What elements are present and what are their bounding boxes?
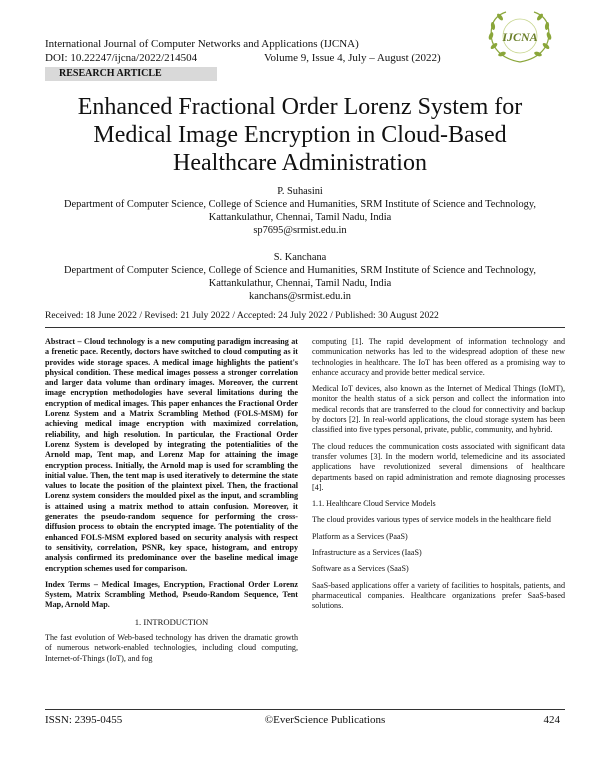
journal-name: International Journal of Computer Networks and Applications (IJCNA) xyxy=(45,38,359,50)
author-block xyxy=(20,185,580,237)
author-affiliation: Kattankulathur, Chennai, Tamil Nadu, India xyxy=(208,278,392,289)
service-model-item: Platform as a Services (PaaS) xyxy=(312,531,408,541)
body-paragraph: The cloud reduces the communication costs associated with significant data transfer volumes [3]. In the modern world, telemedicine and its associated applications have revolutionized several dimensions of healthcare departments based on rapid administration and remote diagnosing processes [4]. xyxy=(312,441,565,492)
journal-logo xyxy=(480,6,560,68)
left-column xyxy=(45,337,298,670)
article-type-badge: RESEARCH ARTICLE xyxy=(45,67,217,81)
author-affiliation: Department of Computer Science, College of Science and Humanities, SRM Institute of Science and Technology, xyxy=(64,199,536,210)
intro-paragraph: The fast evolution of Web-based technology has driven the dramatic growth of numerous network-enabled technologies, including cloud computing, Internet-of-Things (IoT), and fog xyxy=(45,633,298,663)
header-divider xyxy=(45,327,565,328)
footer-divider xyxy=(45,709,565,710)
author-name: S. Kanchana xyxy=(273,252,327,263)
author-block xyxy=(20,251,580,303)
author-email: sp7695@srmist.edu.in xyxy=(253,225,347,236)
logo-text: IJCNA xyxy=(502,30,538,44)
title-line: Enhanced Fractional Order Lorenz System for xyxy=(77,94,523,120)
body-paragraph: The cloud provides various types of service models in the healthcare field xyxy=(312,515,551,525)
body-paragraph: Medical IoT devices, also known as the Internet of Medical Things (IoMT), monitor the health status of a sick person and collect the information into medical records that are transferred to the cloud for connectivity and backup by doctors [2]. In real-world applications, the cloud storage system has been classified into five types personal, private, public, community, and hybrid. xyxy=(312,384,565,435)
author-name: P. Suhasini xyxy=(277,186,323,197)
service-model-item: Software as a Services (SaaS) xyxy=(312,564,409,574)
issn: ISSN: 2395-0455 xyxy=(45,714,123,726)
right-column xyxy=(312,337,565,618)
author-affiliation: Kattankulathur, Chennai, Tamil Nadu, India xyxy=(208,212,392,223)
title-line: Medical Image Encryption in Cloud-Based xyxy=(93,122,507,148)
title-line: Healthcare Administration xyxy=(173,150,427,176)
abstract: Abstract – Cloud technology is a new computing paradigm increasing at a frenetic pace. Recently, doctors have switched to cloud computing as it provides wide storage spaces. A medical image highlights the patient's physical condition. These medical images possess a stronger correlation and larger data volume than ordinary images. Moreover, the current image encryption methodologies have several limitations during the encryption of medical images. This paper enhances the Fractional Order Lorenz System and a Matrix Scrambling Method (FOLS-MSM) for achieving medical image encryption with maximized correlation, reliability, and high resolution. In particular, the Fractional Order Lorenz System is developed by integrating the potentialities of the Arnold map, Tent map, and Lorenz Map for attaining the image encryption process. Initially, the Arnold map is used for scrambling the initial value. Then, the tent map is used iteratively to determine the state values to locate the position of the plaintext pixel. Then, the fractional Lorenz system considers the moulded pixel as the input, and scrambling is attained using a matrix method to attain confusion. Moreover, it generates the pseudo-random sequence for performing the cross-diffusion process to obtain the encrypted image. The potentiality of the enhanced FOLS-MSM explored based on security analysis with respect to sensitivity, correlation, PSNR, key space, histogram, and entropy analysis confirmed its predominance over the baseline medical image encryption schemes used for comparison. xyxy=(45,337,298,573)
body-paragraph: computing [1]. The rapid development of information technology and communication networks has led to the widespread adoption of these new technologies in healthcare. The IoT has been offered as a promising way to enhance accuracy and provide better medical service. xyxy=(312,337,565,377)
section-heading-introduction: 1. INTRODUCTION xyxy=(134,616,209,627)
publication-dates: Received: 18 June 2022 / Revised: 21 July 2022 / Accepted: 24 July 2022 / Published: 30 August 2022 xyxy=(45,310,439,321)
author-affiliation: Department of Computer Science, College of Science and Humanities, SRM Institute of Science and Technology, xyxy=(64,265,536,276)
body-paragraph: SaaS-based applications offer a variety of facilities to hospitals, patients, and pharmaceutical companies. Healthcare organizations prefer SaaS-based solutions. xyxy=(312,580,565,611)
service-model-item: Infrastructure as a Services (IaaS) xyxy=(312,548,422,558)
publisher: ©EverScience Publications xyxy=(264,714,386,726)
author-email: kanchans@srmist.edu.in xyxy=(249,291,351,302)
volume-issue: Volume 9, Issue 4, July – August (2022) xyxy=(264,52,441,64)
paper-title xyxy=(30,93,570,177)
subsection-heading: 1.1. Healthcare Cloud Service Models xyxy=(312,499,436,509)
doi: DOI: 10.22247/ijcna/2022/214504 xyxy=(45,52,198,64)
index-terms: Index Terms – Medical Images, Encryption, Fractional Order Lorenz System, Matrix Scrambling Method, Pseudo-Random Sequence, Tent Map, Arnold Map. xyxy=(45,579,298,610)
page-number: 424 xyxy=(543,714,560,726)
